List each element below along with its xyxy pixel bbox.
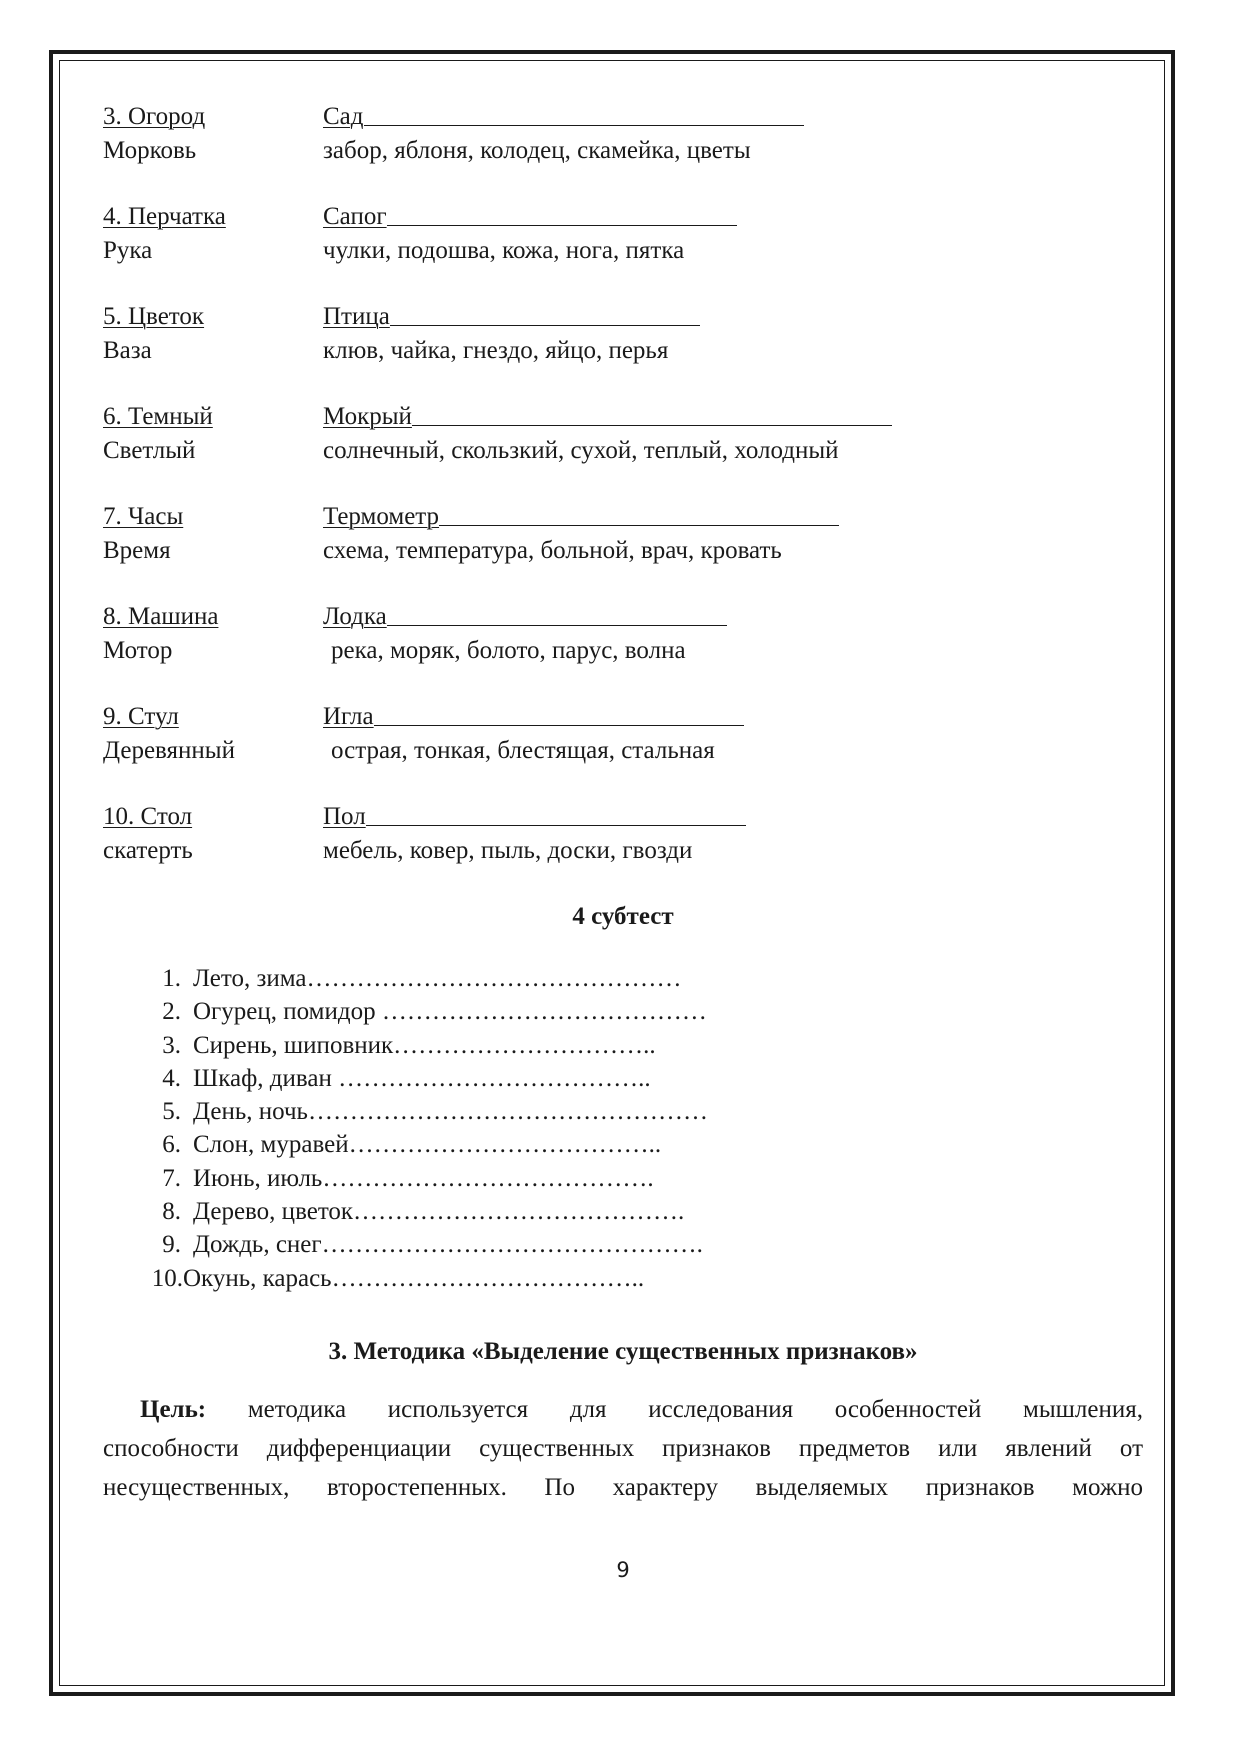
analogy-pair-word: Морковь <box>103 137 197 164</box>
paragraph-line-2: способности дифференциации существенных признаков предметов или явлений от <box>103 1435 1143 1462</box>
analogy-target-label: Лодка <box>323 603 387 630</box>
analogy-pair-word: Рука <box>103 237 153 264</box>
analogy-word: 4. Перчатка <box>103 203 226 230</box>
method-title: 3. Методика «Выделение существенных признаков» <box>328 1338 918 1365</box>
answer-blank-line <box>387 224 737 226</box>
answer-blank-line <box>412 424 892 426</box>
list-item-text: Сирень, шиповник………………………….. <box>193 1031 656 1059</box>
list-item <box>141 1162 708 1195</box>
list-item-text: День, ночь………………………………………… <box>193 1098 708 1126</box>
analogy-target-word <box>323 100 804 134</box>
list-item-number: 5. <box>162 1098 181 1126</box>
analogy-item <box>103 600 1143 700</box>
analogy-target-word <box>323 200 737 234</box>
answer-blank-line <box>390 324 700 326</box>
analogy-item <box>103 300 1143 400</box>
analogy-target-word <box>323 400 892 434</box>
analogy-target-label: Птица <box>323 303 390 330</box>
page-number: 9 <box>616 1558 630 1582</box>
list-item-text: Лето, зима……………………………………… <box>193 965 682 992</box>
analogy-target-label: Мокрый <box>323 403 412 430</box>
goal-text: методика используется для исследования особенностей мышления, <box>247 1396 1143 1423</box>
analogy-top-row <box>103 800 1143 834</box>
list-item <box>141 1262 708 1295</box>
analogy-word: 7. Часы <box>103 503 184 530</box>
list-item-number: 2. <box>162 998 181 1026</box>
analogy-options: клюв, чайка, гнездо, яйцо, перья <box>323 337 669 364</box>
analogy-item <box>103 200 1143 300</box>
analogy-top-row <box>103 100 1143 134</box>
list-item-number: 3. <box>162 1031 181 1059</box>
analogy-options: острая, тонкая, блестящая, стальная <box>331 737 715 764</box>
analogy-target-word <box>323 300 700 334</box>
analogy-target-word <box>323 500 839 534</box>
analogy-options: солнечный, скользкий, сухой, теплый, холодный <box>323 437 839 464</box>
answer-blank-line <box>387 624 727 626</box>
analogy-top-row <box>103 200 1143 234</box>
analogy-bottom-row <box>103 234 1143 268</box>
paragraph-line-1 <box>103 1390 1143 1429</box>
analogy-word: 6. Темный <box>103 403 213 430</box>
analogy-options: забор, яблоня, колодец, скамейка, цветы <box>323 137 751 164</box>
analogy-bottom-row <box>103 834 1143 868</box>
list-item <box>141 1062 708 1095</box>
analogy-bottom-row <box>103 734 1143 768</box>
analogy-item <box>103 500 1143 600</box>
list-item-text: Июнь, июль…………………………………. <box>193 1164 654 1192</box>
analogy-bottom-row <box>103 434 1143 468</box>
analogy-options: мебель, ковер, пыль, доски, гвозди <box>323 837 693 864</box>
analogy-pair-word: Светлый <box>103 437 196 464</box>
analogy-bottom-row <box>103 134 1143 168</box>
analogy-top-row <box>103 500 1143 534</box>
answer-blank-line <box>374 724 744 726</box>
analogy-bottom-row <box>103 334 1143 368</box>
list-item-number: 10. <box>151 1264 183 1292</box>
answer-blank-line <box>439 524 839 526</box>
analogy-item <box>103 700 1143 800</box>
analogy-word: 5. Цветок <box>103 303 205 330</box>
list-item <box>141 1095 708 1128</box>
list-item-number: 4. <box>162 1064 181 1092</box>
analogy-target-label: Игла <box>323 703 374 730</box>
analogy-target-word <box>323 600 727 634</box>
analogy-bottom-row <box>103 634 1143 668</box>
analogy-target-label: Сапог <box>323 203 387 230</box>
analogy-word: 9. Стул <box>103 703 179 730</box>
list-item <box>141 962 708 995</box>
analogy-list <box>103 100 1143 900</box>
list-item <box>141 1228 708 1261</box>
analogy-top-row <box>103 600 1143 634</box>
list-item-text: Огурец, помидор ………………………………… <box>193 998 707 1026</box>
analogy-word: 3. Огород <box>103 103 206 130</box>
analogy-pair-word: Мотор <box>103 637 173 664</box>
list-item-number: 8. <box>162 1198 181 1226</box>
list-item <box>141 995 708 1028</box>
subtest-title: 4 субтест <box>572 903 674 930</box>
analogy-target-word <box>323 800 746 834</box>
analogy-pair-word: Время <box>103 537 171 564</box>
list-item-text: Дождь, снег………………………………………. <box>193 1231 703 1259</box>
answer-blank-line <box>366 824 746 826</box>
list-item-number: 7. <box>162 1164 181 1192</box>
analogy-word: 10. Стол <box>103 803 193 830</box>
analogy-item <box>103 400 1143 500</box>
list-item-text: Слон, муравей……………………………….. <box>193 1131 662 1159</box>
list-item <box>141 1195 708 1228</box>
page-content <box>103 100 1143 1582</box>
paragraph-line-3: несущественных, второстепенных. По характеру выделяемых признаков можно <box>103 1474 1143 1501</box>
analogy-target-label: Термометр <box>323 503 440 530</box>
analogy-target-word <box>323 700 744 734</box>
analogy-item <box>103 100 1143 200</box>
analogy-pair-word: Ваза <box>103 337 152 364</box>
method-goal-paragraph <box>103 1390 1143 1507</box>
analogy-word: 8. Машина <box>103 603 219 630</box>
analogy-options: схема, температура, больной, врач, кровать <box>323 537 782 564</box>
subtest-item-list <box>141 962 708 1295</box>
list-item-number: 6. <box>162 1131 181 1159</box>
analogy-options: река, моряк, болото, парус, волна <box>331 637 686 664</box>
analogy-pair-word: скатерть <box>103 837 193 864</box>
list-item <box>141 1029 708 1062</box>
analogy-pair-word: Деревянный <box>103 737 235 764</box>
list-item-text: Окунь, карась……………………………….. <box>183 1264 645 1292</box>
goal-label: Цель: <box>140 1396 207 1423</box>
answer-blank-line <box>364 124 804 126</box>
analogy-bottom-row <box>103 534 1143 568</box>
list-item-number: 9. <box>162 1231 181 1259</box>
list-item-text: Шкаф, диван ……………………………….. <box>193 1064 651 1092</box>
list-item-text: Дерево, цветок…………………………………. <box>193 1198 685 1226</box>
analogy-top-row <box>103 700 1143 734</box>
analogy-options: чулки, подошва, кожа, нога, пятка <box>323 237 685 264</box>
analogy-target-label: Пол <box>323 803 366 830</box>
list-item <box>141 1128 708 1161</box>
analogy-target-label: Сад <box>323 103 364 130</box>
analogy-top-row <box>103 300 1143 334</box>
list-item-number: 1. <box>162 965 181 992</box>
analogy-item <box>103 800 1143 900</box>
analogy-top-row <box>103 400 1143 434</box>
